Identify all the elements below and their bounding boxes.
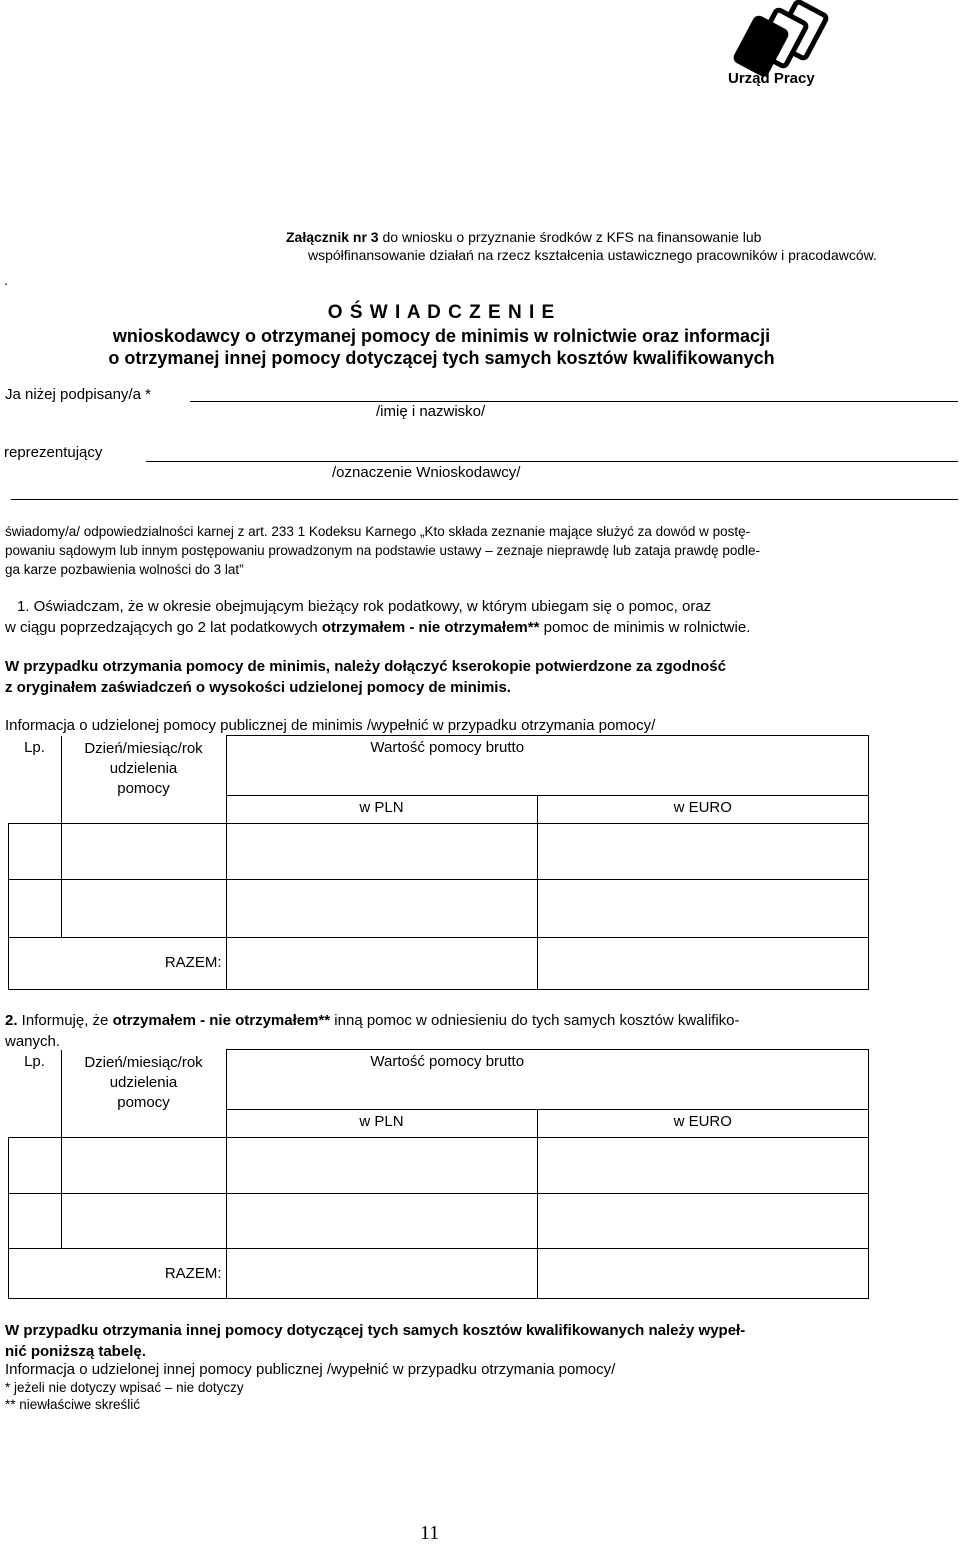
de-minimis-table (8, 735, 869, 990)
other-aid-notice-line2: nić poniższą tabelę. (5, 1343, 146, 1360)
statement-2-tail: inną pomoc w odniesieniu do tych samych kosztów kwalifiko- (330, 1012, 740, 1029)
legal-note-line: świadomy/a/ odpowiedzialności karnej z art. 233 1 Kodeksu Karnego „Kto składa zeznanie mające służyć za dowód w postę- (5, 524, 751, 539)
statement-2 (5, 1010, 740, 1052)
total-euro-cell[interactable] (537, 938, 869, 990)
total-label-cell (9, 1249, 227, 1299)
legal-note-line: ga karze pozbawienia wolności do 3 lat” (5, 562, 244, 577)
document-subtitle-1: wnioskodawcy o otrzymanej pomocy de minimis w rolnictwie oraz informacji (112, 326, 771, 346)
statement-1 (5, 596, 750, 638)
copy-notice-line1: W przypadku otrzymania pomocy de minimis, należy dołączyć kserokopie potwierdzone za zgodność (5, 658, 726, 675)
total-euro-cell[interactable] (537, 1249, 869, 1299)
col-value-header (226, 1050, 869, 1110)
col-date-label-3: pomocy (117, 1093, 170, 1111)
attachment-number: Załącznik nr 3 (286, 229, 379, 245)
other-aid-notice (5, 1320, 745, 1362)
table-total-row (9, 938, 869, 990)
footnote-1: * jeżeli nie dotyczy wpisać – nie dotyczy (5, 1380, 244, 1395)
col-pln-header (226, 796, 537, 824)
col-date-label-2: udzielenia (109, 1073, 178, 1091)
col-lp-label: Lp. (24, 1052, 45, 1070)
total-label: RAZEM: (164, 1265, 222, 1282)
statement-1-text: w ciągu poprzedzających go 2 lat podatkowych (5, 619, 322, 636)
table-cell[interactable] (226, 1194, 537, 1249)
legal-note-line: powaniu sądowym lub innym postępowaniu prowadzonym na podstawie ustawy – zeznaje nieprawdę lub zataja prawdę podle- (5, 543, 760, 558)
signer-label: Ja niżej podpisany/a * (5, 386, 151, 403)
received-choice: otrzymałem - nie otrzymałem** (321, 619, 540, 636)
table-cell[interactable] (537, 824, 869, 880)
col-value-header (226, 736, 869, 796)
signer-name-line[interactable] (190, 401, 958, 402)
col-lp-header (9, 1050, 62, 1138)
col-date-header (61, 736, 226, 824)
col-pln-label: w PLN (359, 1113, 404, 1130)
table-cell[interactable] (61, 880, 226, 938)
table-cell[interactable] (226, 1138, 537, 1194)
table-cell[interactable] (537, 880, 869, 938)
footnote-2: ** niewłaściwe skreślić (5, 1397, 141, 1412)
table-cell[interactable] (9, 824, 62, 880)
statement-1-line1: 1. Oświadczam, że w okresie obejmującym bieżący rok podatkowy, w którym ubiegam się o pomoc, oraz (17, 598, 712, 615)
col-euro-label: w EURO (673, 1113, 732, 1130)
header-dot: . (4, 272, 8, 288)
other-aid-notice-line1: W przypadku otrzymania innej pomocy dotyczącej tych samych kosztów kwalifikowanych należy wypeł- (5, 1322, 746, 1339)
statement-2-text: Informuję, że (17, 1012, 113, 1029)
statement-2-line2: wanych. (5, 1033, 61, 1050)
col-value-label: Wartość pomocy brutto (370, 1053, 525, 1070)
table-cell[interactable] (61, 1138, 226, 1194)
table-cell[interactable] (9, 1194, 62, 1249)
col-pln-header (226, 1110, 537, 1138)
statement-1-tail: pomoc de minimis w rolnictwie. (539, 619, 751, 636)
table-row (9, 880, 869, 938)
legal-note (5, 522, 760, 579)
info-other-aid: Informacja o udzielonej innej pomocy publicznej /wypełnić w przypadku otrzymania pomocy/ (5, 1361, 616, 1378)
table-cell[interactable] (226, 824, 537, 880)
total-label-cell (9, 938, 227, 990)
total-label: RAZEM: (164, 954, 222, 971)
info-de-minimis: Informacja o udzielonej pomocy publicznej de minimis /wypełnić w przypadku otrzymania pomocy/ (5, 717, 656, 734)
col-pln-label: w PLN (359, 799, 404, 816)
attachment-header-line2: współfinansowanie działań na rzecz kształcenia ustawicznego pracowników i pracodawców. (308, 247, 877, 263)
col-value-label: Wartość pomocy brutto (370, 739, 525, 756)
other-aid-choice: otrzymałem - nie otrzymałem** (112, 1012, 331, 1029)
table-cell[interactable] (9, 880, 62, 938)
table-cell[interactable] (61, 824, 226, 880)
representing-label: reprezentujący (4, 444, 103, 461)
col-euro-header (537, 1110, 869, 1138)
copy-notice-line2: z oryginałem zaświadczeń o wysokości udzielonej pomocy de minimis. (5, 679, 511, 696)
signer-caption: /imię i nazwisko/ (376, 403, 486, 420)
col-lp-label: Lp. (24, 738, 45, 756)
statement-2-number: 2. (5, 1012, 18, 1029)
col-euro-label: w EURO (673, 799, 732, 816)
logo-text: Urząd Pracy (728, 70, 815, 87)
table-cell[interactable] (537, 1194, 869, 1249)
attachment-header-line1 (286, 229, 761, 245)
table-cell[interactable] (9, 1138, 62, 1194)
col-date-header (61, 1050, 226, 1138)
col-date-label-1: Dzień/miesiąc/rok (84, 1053, 203, 1071)
attachment-header-text: do wniosku o przyznanie środków z KFS na finansowanie lub (378, 229, 762, 245)
table-cell[interactable] (226, 880, 537, 938)
col-date-label-1: Dzień/miesiąc/rok (84, 739, 203, 757)
applicant-line[interactable] (146, 461, 958, 462)
document-title: O Ś W I A D C Z E N I E (327, 302, 556, 323)
page-number: 11 (420, 1522, 440, 1544)
col-euro-header (537, 796, 869, 824)
statement-1-line2 (5, 617, 750, 638)
table-total-row (9, 1249, 869, 1299)
document-subtitle-2: o otrzymanej innej pomocy dotyczącej tych samych kosztów kwalifikowanych (108, 348, 775, 368)
table-cell[interactable] (537, 1138, 869, 1194)
copy-notice (5, 656, 726, 698)
applicant-line-2[interactable] (11, 499, 958, 500)
total-pln-cell[interactable] (226, 938, 537, 990)
table-row (9, 1138, 869, 1194)
statement-2-line1 (5, 1010, 740, 1031)
other-aid-table (8, 1049, 869, 1299)
table-row (9, 1194, 869, 1249)
total-pln-cell[interactable] (226, 1249, 537, 1299)
table-cell[interactable] (61, 1194, 226, 1249)
col-lp-header (9, 736, 62, 824)
table-row (9, 824, 869, 880)
col-date-label-2: udzielenia (109, 759, 178, 777)
col-date-label-3: pomocy (117, 779, 170, 797)
applicant-caption: /oznaczenie Wnioskodawcy/ (332, 464, 521, 481)
